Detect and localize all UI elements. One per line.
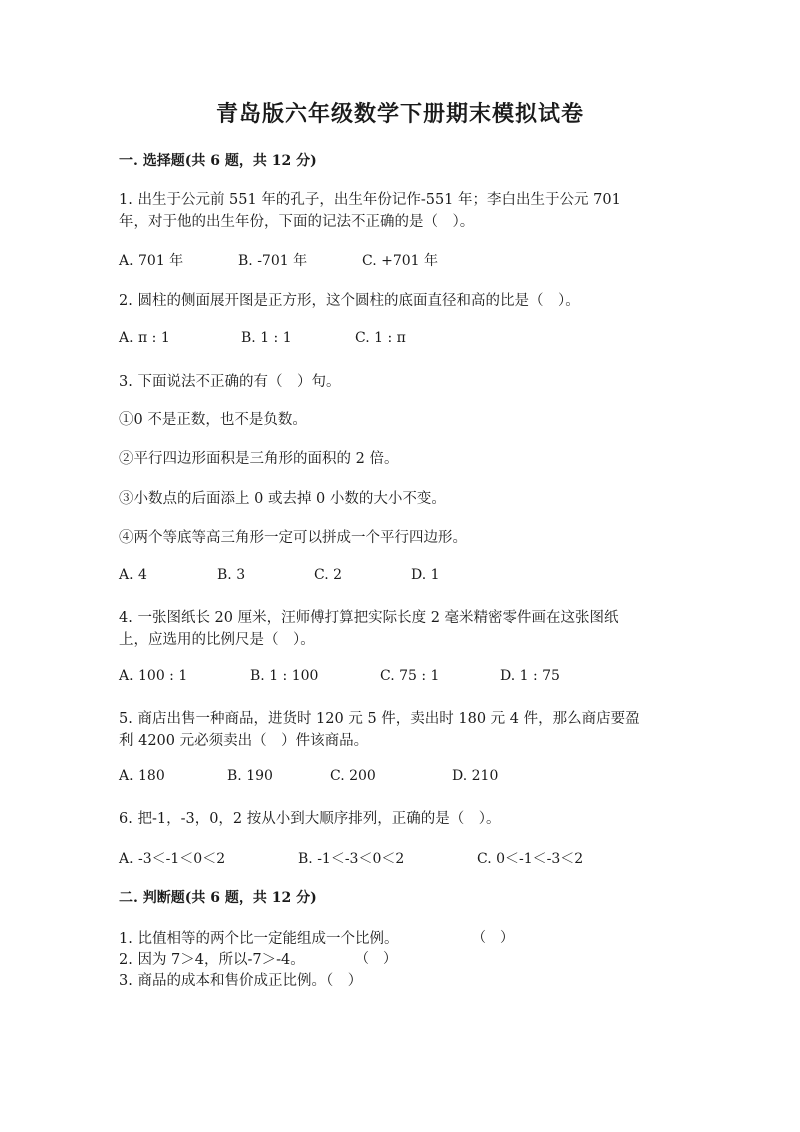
- question-3-option-d: D. 1: [411, 567, 440, 583]
- question-3-option-b: B. 3: [217, 567, 246, 583]
- page-title: 青岛版六年级数学下册期末模拟试卷: [215, 101, 584, 127]
- question-1-option-a: A. 701 年: [119, 253, 184, 269]
- true-false-2-text: 2. 因为 7＞4，所以-7＞-4。: [119, 952, 305, 968]
- question-5-option-c: C. 200: [330, 768, 376, 784]
- question-5-option-a: A. 180: [119, 768, 165, 784]
- question-1-option-b: B. -701 年: [238, 253, 308, 269]
- question-6-text: 6. 把-1，-3，0，2 按从小到大顺序排列，正确的是（ ）。: [119, 811, 501, 827]
- question-5-text-line1: 5. 商店出售一种商品，进货时 120 元 5 件，卖出时 180 元 4 件，那么商店要盈: [119, 711, 640, 727]
- question-4-text-line1: 4. 一张图纸长 20 厘米，汪师傅打算把实际长度 2 毫米精密零件画在这张图纸: [119, 610, 619, 626]
- question-1-text-line2: 年，对于他的出生年份，下面的记法不正确的是（ ）。: [119, 214, 475, 230]
- question-4-option-a: A. 100 : 1: [119, 668, 188, 684]
- question-3-statement-1: ①0 不是正数，也不是负数。: [119, 412, 307, 428]
- question-2-option-b: B. 1 : 1: [241, 330, 292, 346]
- question-5-option-d: D. 210: [452, 768, 499, 784]
- question-4-option-b: B. 1 : 100: [250, 668, 319, 684]
- question-1-text-line1: 1. 出生于公元前 551 年的孔子，出生年份记作-551 年；李白出生于公元 701: [119, 192, 621, 208]
- section-heading-true-false: 二. 判断题(共 6 题，共 12 分): [119, 890, 317, 906]
- question-2-text: 2. 圆柱的侧面展开图是正方形，这个圆柱的底面直径和高的比是（ ）。: [119, 293, 580, 309]
- true-false-2-answer-paren: （ ）: [355, 951, 397, 967]
- question-2-option-a: A. π : 1: [119, 330, 170, 346]
- question-6-option-a: A. -3＜-1＜0＜2: [119, 851, 226, 867]
- true-false-1-text: 1. 比值相等的两个比一定能组成一个比例。: [119, 931, 399, 947]
- true-false-1-answer-paren: （ ）: [472, 930, 514, 946]
- question-3-statement-2: ②平行四边形面积是三角形的面积的 2 倍。: [119, 451, 399, 467]
- question-5-text-line2: 利 4200 元必须卖出（ ）件该商品。: [119, 733, 369, 749]
- question-3-text: 3. 下面说法不正确的有（ ）句。: [119, 374, 341, 390]
- question-1-option-c: C. +701 年: [362, 253, 439, 269]
- question-6-option-b: B. -1＜-3＜0＜2: [298, 851, 405, 867]
- question-3-statement-3: ③小数点的后面添上 0 或去掉 0 小数的大小不变。: [119, 491, 446, 507]
- true-false-3-text: 3. 商品的成本和售价成正比例。（ ）: [119, 973, 363, 989]
- question-2-option-c: C. 1 : π: [355, 330, 406, 346]
- question-3-option-c: C. 2: [314, 567, 343, 583]
- question-4-option-c: C. 75 : 1: [380, 668, 440, 684]
- section-heading-choice: 一. 选择题(共 6 题，共 12 分): [119, 153, 317, 169]
- question-3-option-a: A. 4: [119, 567, 147, 583]
- question-6-option-c: C. 0＜-1＜-3＜2: [477, 851, 584, 867]
- question-4-option-d: D. 1 : 75: [500, 668, 560, 684]
- question-3-statement-4: ④两个等底等高三角形一定可以拼成一个平行四边形。: [119, 530, 467, 546]
- question-5-option-b: B. 190: [227, 768, 273, 784]
- question-4-text-line2: 上，应选用的比例尺是（ ）。: [119, 632, 315, 648]
